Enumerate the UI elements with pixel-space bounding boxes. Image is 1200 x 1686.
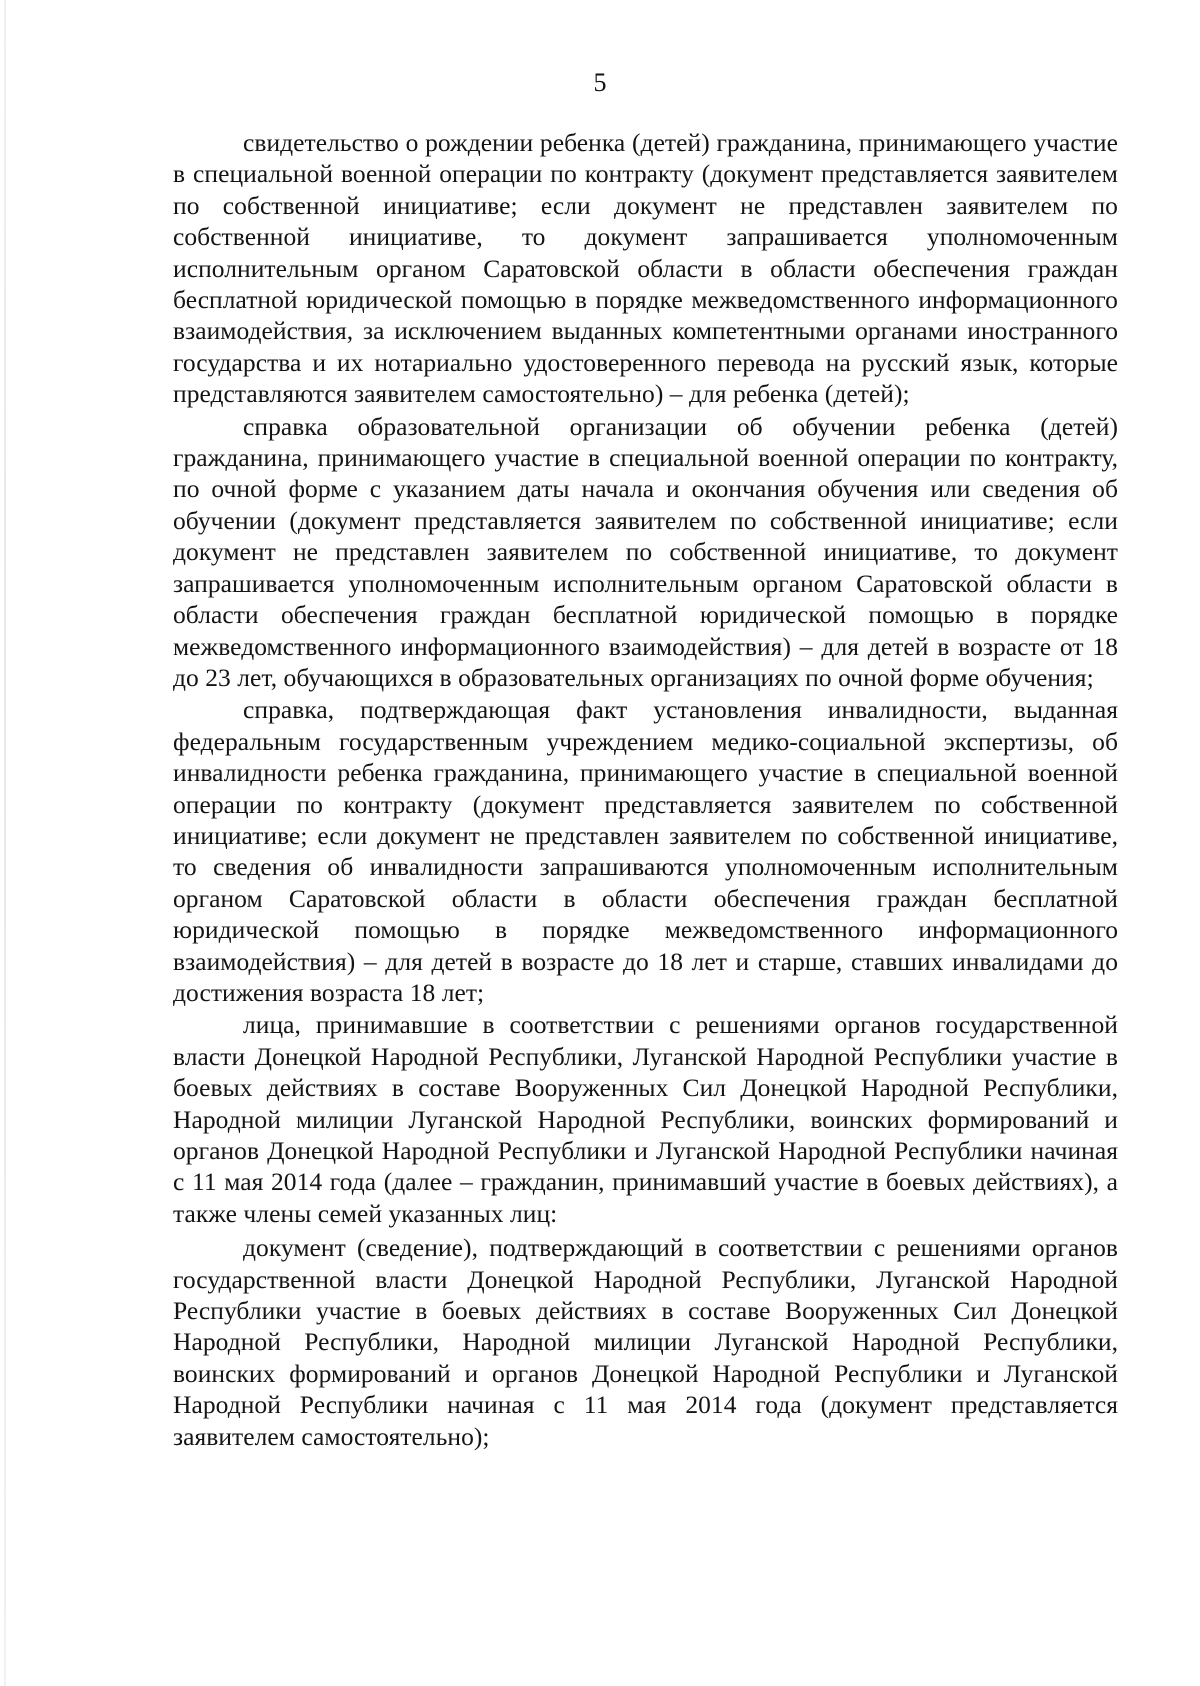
paragraph-disability-certificate: справка, подтверждающая факт установления инвалидности, выданная федеральным государственным учреждением медико-социальной экспертизы, об инвалидности ребенка гражданина, принимающего участие в специальной военной операции по контракту (документ представляется заявителем по собственной инициативе; если документ не представлен заявителем по собственной инициативе, то сведения об инвалидности запрашиваются уполномоченным исполнительным органом Саратовской области в области обеспечения граждан бесплатной юридической помощью в порядке межведомственного информационного взаимодействия) – для детей в возрасте до 18 лет и старше, ставших инвалидами до достижения возраста 18 лет; — [173, 695, 1118, 1007]
paragraph-education-certificate: справка образовательной организации об обучении ребенка (детей) гражданина, принимающего участие в специальной военной операции по контракту, по очной форме с указанием даты начала и окончания обучения или сведения об обучении (документ представляется заявителем по собственной инициативе; если документ не представлен заявителем по собственной инициативе, то документ запрашивается уполномоченным исполнительным органом Саратовской области в области обеспечения граждан бесплатной юридической помощью в порядке межведомственного информационного взаимодействия) – для детей в возрасте от 18 до 23 лет, обучающихся в образовательных организациях по очной форме обучения; — [173, 411, 1118, 692]
scan-edge — [4, 0, 6, 1686]
page-number: 5 — [593, 68, 607, 97]
paragraph-birth-certificate: свидетельство о рождении ребенка (детей) гражданина, принимающего участие в специальной военной операции по контракту (документ представляется заявителем по собственной инициативе; если документ не представлен заявителем по собственной инициативе, то документ запрашивается уполномоченным исполнительным органом Саратовской области в области обеспечения граждан бесплатной юридической помощью в порядке межведомственного информационного взаимодействия, за исключением выданных компетентными органами иностранного государства и их нотариально удостоверенного перевода на русский язык, которые представляются заявителем самостоятельно) – для ребенка (детей); — [173, 128, 1118, 409]
paragraph-participation-document: документ (сведение), подтверждающий в соответствии с решениями органов государственной власти Донецкой Народной Республики, Луганской Народной Республики участие в боевых действиях в составе Вооруженных Сил Донецкой Народной Республики, Народной милиции Луганской Народной Республики, воинских формирований и органов Донецкой Народной Республики и Луганской Народной Республики начиная с 11 мая 2014 года (документ представляется заявителем самостоятельно); — [173, 1233, 1118, 1451]
document-body — [173, 127, 1118, 1452]
paragraph-dnr-lnr-participants: лица, принимавшие в соответствии с решениями органов государственной власти Донецкой Народной Республики, Луганской Народной Республики участие в боевых действиях в составе Вооруженных Сил Донецкой Народной Республики, Народной милиции Луганской Народной Республики, воинских формирований и органов Донецкой Народной Республики и Луганской Народной Республики начиная с 11 мая 2014 года (далее – гражданин, принимавший участие в боевых действиях), а также члены семей указанных лиц: — [173, 1010, 1118, 1228]
